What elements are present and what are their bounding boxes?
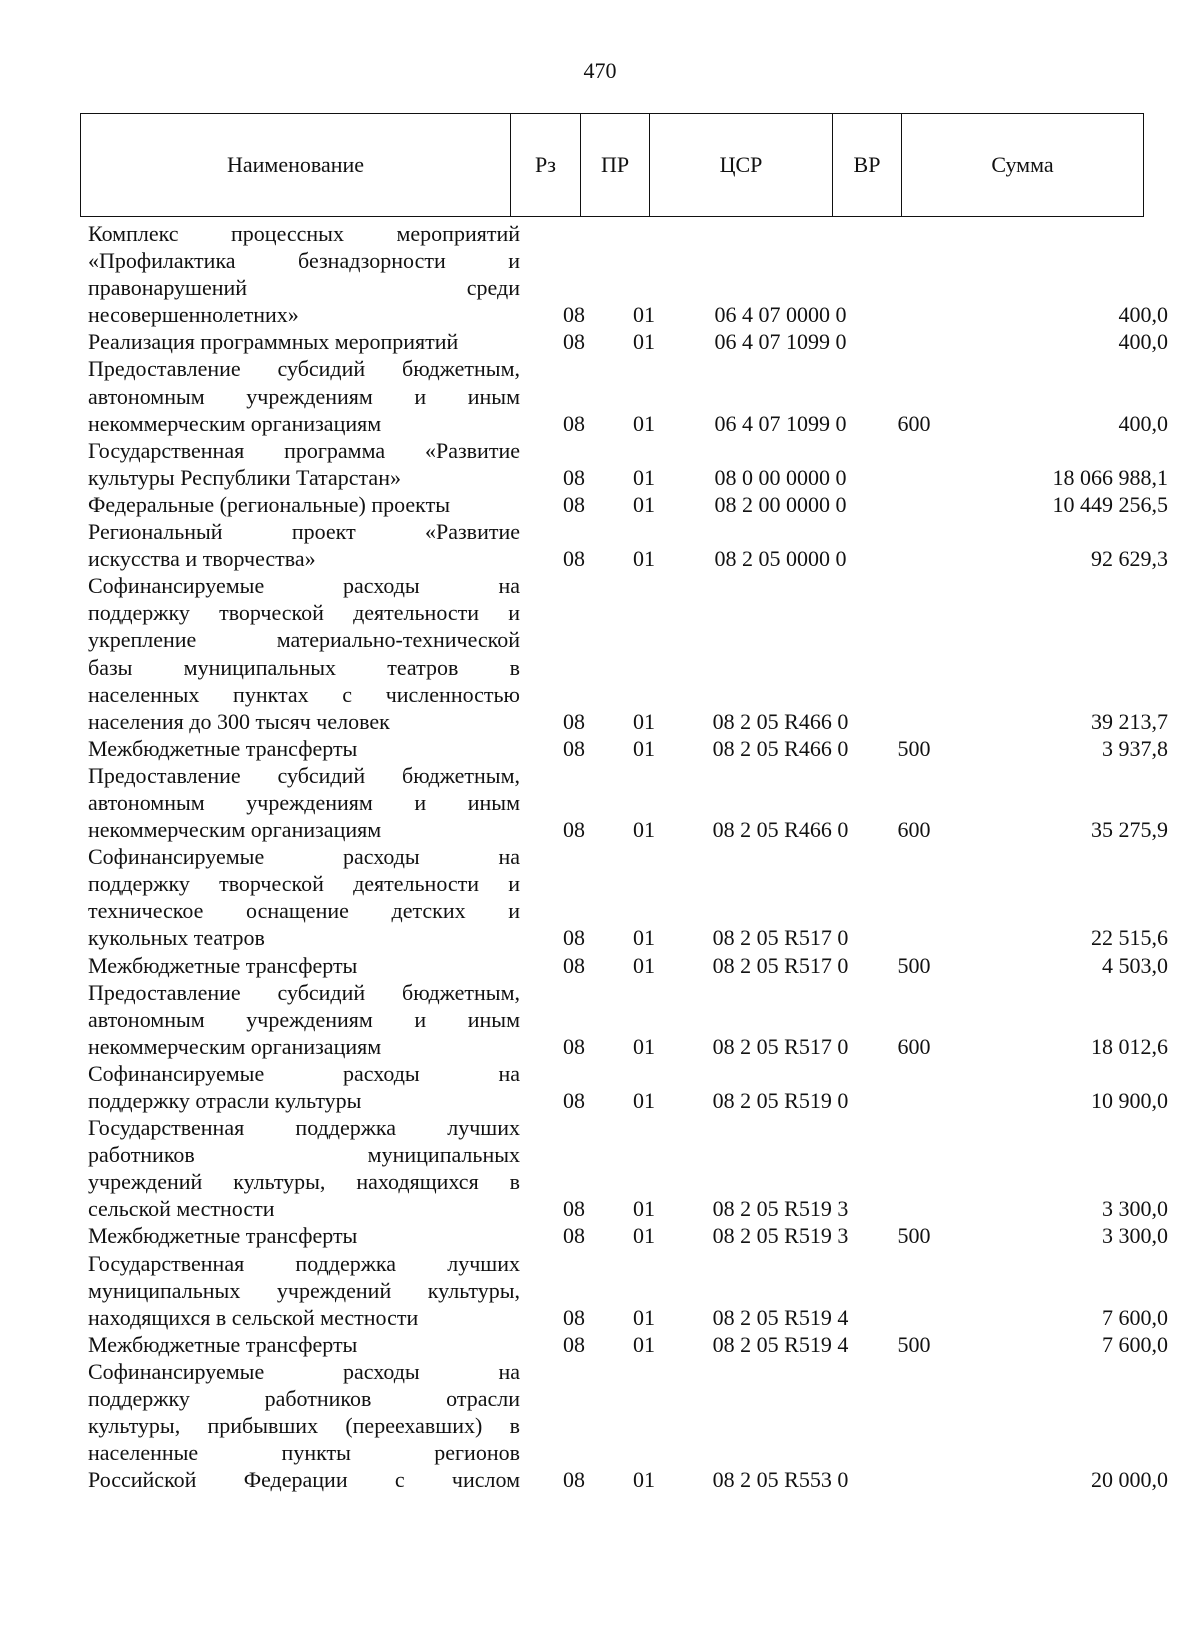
row-pr: 01	[633, 302, 655, 328]
row-sum: 3 300,0	[1102, 1196, 1168, 1222]
row-csr: 06 4 07 1099 0	[714, 410, 847, 436]
row-sum: 35 275,9	[1091, 817, 1168, 843]
row-rz: 08	[563, 1196, 585, 1222]
row-name-line: Региональный проект «Развитие	[88, 519, 520, 545]
row-name-line: Межбюджетные трансферты	[88, 1331, 358, 1357]
row-name	[88, 437, 520, 491]
row-vr	[883, 843, 945, 951]
row-sum: 22 515,6	[1091, 925, 1168, 951]
row-name-line: культуры, прибывших (переехавших) в	[88, 1413, 520, 1439]
table-row	[88, 1114, 1168, 1222]
row-csr: 08 2 05 0000 0	[714, 546, 847, 572]
table-row	[88, 1358, 1168, 1493]
row-rz: 08	[563, 464, 585, 490]
row-sum: 92 629,3	[1091, 546, 1168, 572]
row-rz: 08	[563, 1331, 585, 1357]
row-rz: 08	[563, 708, 585, 734]
row-sum: 3 300,0	[1102, 1223, 1168, 1249]
row-sum: 39 213,7	[1091, 708, 1168, 734]
row-vr	[883, 491, 945, 518]
table-row	[88, 437, 1168, 491]
row-sum: 7 600,0	[1102, 1304, 1168, 1330]
row-name	[88, 518, 520, 572]
row-name-line: населения до 300 тысяч человек	[88, 708, 390, 734]
row-vr: 600	[897, 410, 931, 436]
row-name	[88, 735, 520, 762]
row-rz: 08	[563, 491, 585, 517]
row-name	[88, 952, 520, 979]
row-sum: 400,0	[1118, 302, 1168, 328]
row-csr: 08 2 05 R466 0	[712, 708, 849, 734]
table-row	[88, 572, 1168, 735]
row-name-line: находящихся в сельской местности	[88, 1304, 419, 1330]
row-name	[88, 1060, 520, 1114]
row-name	[88, 328, 520, 355]
row-name-line: автономным учреждениям и иным	[88, 789, 520, 815]
row-name-line: населенные пункты регионов	[88, 1440, 520, 1466]
row-sum: 18 012,6	[1091, 1033, 1168, 1059]
table-row	[88, 979, 1168, 1060]
row-name-line: работников муниципальных	[88, 1142, 520, 1168]
row-name-line: Софинансируемые расходы на	[88, 1060, 520, 1086]
row-pr: 01	[633, 952, 655, 978]
row-name-line: некоммерческим организациям	[88, 817, 382, 843]
row-name-line: Предоставление субсидий бюджетным,	[88, 979, 520, 1005]
row-csr: 08 0 00 0000 0	[714, 464, 847, 490]
table-row	[88, 1222, 1168, 1249]
row-name	[88, 491, 520, 518]
row-pr: 01	[633, 1033, 655, 1059]
header-vr: ВР	[833, 114, 902, 216]
row-sum: 7 600,0	[1102, 1331, 1168, 1357]
row-pr: 01	[633, 1331, 655, 1357]
row-rz: 08	[563, 1088, 585, 1113]
row-pr: 01	[633, 410, 655, 436]
row-name-line: учреждений культуры, находящихся в	[88, 1169, 520, 1195]
row-name-line: «Профилактика безнадзорности и	[88, 248, 520, 274]
page-number: 470	[583, 58, 617, 83]
row-pr: 01	[633, 1196, 655, 1222]
row-vr	[883, 220, 945, 328]
row-rz: 08	[563, 546, 585, 572]
row-vr	[883, 518, 945, 572]
table-row	[88, 952, 1168, 979]
row-name-line: укрепление материально-технической	[88, 627, 520, 653]
table-row	[88, 762, 1168, 843]
row-vr	[883, 328, 945, 355]
row-name-line: автономным учреждениям и иным	[88, 1006, 520, 1032]
row-sum: 10 900,0	[1091, 1088, 1168, 1113]
row-name-line: сельской местности	[88, 1196, 275, 1222]
row-csr: 08 2 05 R466 0	[712, 817, 849, 843]
row-name-line: Государственная поддержка лучших	[88, 1115, 520, 1141]
row-sum: 18 066 988,1	[1052, 464, 1168, 490]
row-pr: 01	[633, 925, 655, 951]
table-header	[80, 113, 1144, 217]
row-name-line: автономным учреждениям и иным	[88, 383, 520, 409]
row-sum: 400,0	[1118, 329, 1168, 355]
row-rz: 08	[563, 410, 585, 436]
table-row	[88, 355, 1168, 436]
row-name-line: муниципальных учреждений культуры,	[88, 1277, 520, 1303]
row-pr: 01	[633, 1304, 655, 1330]
row-name-line: Межбюджетные трансферты	[88, 952, 358, 978]
row-rz: 08	[563, 952, 585, 978]
row-name	[88, 979, 520, 1060]
row-name-line: правонарушений среди	[88, 275, 520, 301]
row-csr: 08 2 05 R517 0	[712, 925, 849, 951]
row-name-line: Межбюджетные трансферты	[88, 735, 358, 761]
table-row	[88, 328, 1168, 355]
row-name-line: техническое оснащение детских и	[88, 898, 520, 924]
row-sum: 10 449 256,5	[1052, 491, 1168, 517]
row-name-line: Предоставление субсидий бюджетным,	[88, 762, 520, 788]
row-vr: 600	[897, 1033, 931, 1059]
row-rz: 08	[563, 1467, 585, 1493]
row-rz: 08	[563, 925, 585, 951]
row-csr: 08 2 05 R519 3	[712, 1196, 849, 1222]
row-rz: 08	[563, 817, 585, 843]
row-pr: 01	[633, 464, 655, 490]
row-name-line: поддержку работников отрасли	[88, 1386, 520, 1412]
row-vr: 500	[897, 952, 931, 978]
budget-table-body	[88, 220, 1168, 1493]
row-name-line: Софинансируемые расходы на	[88, 844, 520, 870]
table-row	[88, 1250, 1168, 1331]
row-pr: 01	[633, 735, 655, 761]
row-rz: 08	[563, 302, 585, 328]
row-csr: 08 2 05 R517 0	[712, 952, 849, 978]
row-name	[88, 355, 520, 436]
row-name-line: Федеральные (региональные) проекты	[88, 491, 450, 517]
row-name-line: поддержку творческой деятельности и	[88, 871, 520, 897]
budget-table	[88, 220, 1168, 1493]
table-row	[88, 735, 1168, 762]
row-name	[88, 843, 520, 951]
row-name	[88, 1358, 520, 1493]
row-name	[88, 1331, 520, 1358]
row-vr	[883, 1250, 945, 1331]
table-row	[88, 1331, 1168, 1358]
table-row	[88, 843, 1168, 951]
row-name	[88, 762, 520, 843]
row-csr: 06 4 07 0000 0	[714, 302, 847, 328]
row-pr: 01	[633, 1088, 655, 1113]
row-rz: 08	[563, 1033, 585, 1059]
row-vr: 500	[897, 735, 931, 761]
row-pr: 01	[633, 1467, 655, 1493]
row-name-line: Реализация программных мероприятий	[88, 329, 459, 355]
table-row	[88, 1060, 1168, 1114]
row-csr: 08 2 05 R519 4	[712, 1304, 849, 1330]
row-sum: 4 503,0	[1102, 952, 1168, 978]
row-vr: 500	[897, 1331, 931, 1357]
row-rz: 08	[563, 329, 585, 355]
row-name-line: некоммерческим организациям	[88, 1033, 382, 1059]
table-row	[88, 518, 1168, 572]
header-name: Наименование	[81, 114, 511, 216]
row-sum: 20 000,0	[1091, 1467, 1168, 1493]
row-vr	[883, 437, 945, 491]
row-rz: 08	[563, 735, 585, 761]
row-pr: 01	[633, 491, 655, 517]
table-row	[88, 491, 1168, 518]
row-csr: 08 2 05 R519 4	[712, 1331, 849, 1357]
row-name-line: населенных пунктах с численностью	[88, 681, 520, 707]
row-pr: 01	[633, 708, 655, 734]
row-vr	[883, 1114, 945, 1222]
header-sum: Сумма	[991, 152, 1054, 177]
row-vr: 500	[897, 1223, 931, 1249]
row-vr: 600	[897, 817, 931, 843]
row-name	[88, 220, 520, 328]
row-sum: 400,0	[1118, 410, 1168, 436]
table-row	[88, 220, 1168, 328]
row-name-line: Российской Федерации с числом	[88, 1467, 520, 1493]
row-csr: 08 2 05 R553 0	[712, 1467, 849, 1493]
header-pr: ПР	[581, 114, 650, 216]
row-name-line: культуры Республики Татарстан»	[88, 464, 401, 490]
header-csr: ЦСР	[650, 114, 833, 216]
row-name-line: поддержку творческой деятельности и	[88, 600, 520, 626]
row-name-line: некоммерческим организациям	[88, 410, 382, 436]
row-name	[88, 572, 520, 735]
row-csr: 08 2 05 R519 0	[712, 1088, 849, 1113]
row-csr: 08 2 05 R517 0	[712, 1033, 849, 1059]
row-csr: 08 2 05 R519 3	[712, 1223, 849, 1249]
row-csr: 08 2 00 0000 0	[714, 491, 847, 517]
row-name-line: Комплекс процессных мероприятий	[88, 221, 520, 246]
row-vr	[883, 1358, 945, 1493]
row-name-line: Софинансируемые расходы на	[88, 1358, 520, 1384]
row-name-line: Софинансируемые расходы на	[88, 573, 520, 599]
row-name-line: базы муниципальных театров в	[88, 654, 520, 680]
row-vr	[883, 572, 945, 735]
row-sum: 3 937,8	[1102, 735, 1168, 761]
row-name-line: искусства и творчества»	[88, 546, 316, 572]
row-pr: 01	[633, 329, 655, 355]
row-name	[88, 1250, 520, 1331]
row-name-line: Государственная программа «Развитие	[88, 437, 520, 463]
row-name	[88, 1222, 520, 1249]
row-vr	[883, 1060, 945, 1114]
row-name-line: поддержку отрасли культуры	[88, 1088, 362, 1113]
row-name-line: кукольных театров	[88, 925, 265, 951]
row-name-line: Межбюджетные трансферты	[88, 1223, 358, 1249]
row-name-line: несовершеннолетних»	[88, 302, 299, 328]
row-csr: 06 4 07 1099 0	[714, 329, 847, 355]
row-name-line: Государственная поддержка лучших	[88, 1250, 520, 1276]
header-rz: Рз	[511, 114, 581, 216]
row-rz: 08	[563, 1304, 585, 1330]
row-name	[88, 1114, 520, 1222]
row-csr: 08 2 05 R466 0	[712, 735, 849, 761]
row-pr: 01	[633, 1223, 655, 1249]
row-pr: 01	[633, 817, 655, 843]
row-name-line: Предоставление субсидий бюджетным,	[88, 356, 520, 382]
row-pr: 01	[633, 546, 655, 572]
row-rz: 08	[563, 1223, 585, 1249]
